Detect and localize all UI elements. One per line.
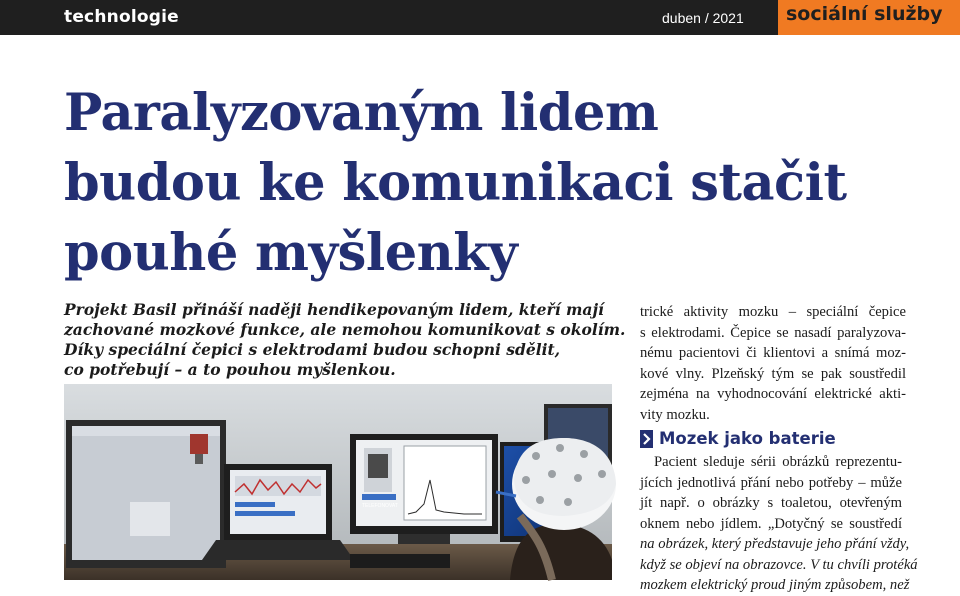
- headline-line: budou ke komunikaci stačit: [64, 153, 847, 213]
- section-label: technologie: [64, 7, 179, 27]
- photo-screen-label: TELEFONOVAT: [362, 503, 398, 509]
- article-photo: [64, 384, 612, 580]
- chevron-right-icon: [640, 430, 653, 448]
- lead-line: Projekt Basil přináší naději hendikepovaným lidem, kteří mají: [64, 300, 604, 319]
- column-line: vity mozku.: [640, 406, 710, 423]
- category-tag-label: sociální služby: [786, 3, 943, 25]
- article-subheading: [640, 429, 836, 448]
- issue-date: duben / 2021: [662, 10, 744, 26]
- article-headline: [64, 78, 924, 288]
- column2-line: oknem nebo jídlem. „Dotyčný se soustředí: [640, 515, 902, 532]
- column2-line: když se objeví na obrazovce. V tu chvíli protéká: [640, 556, 918, 573]
- lead-line: co potřebují – a to pouhou myšlenkou.: [64, 360, 396, 379]
- lead-line: zachované mozkové funkce, ale nemohou komunikovat s okolím.: [64, 320, 626, 339]
- column-line: trické aktivity mozku – speciální čepice: [640, 304, 906, 320]
- subheading-text: Mozek jako baterie: [659, 429, 836, 448]
- column-line: zejména na vyhodnocování elektrické akti-: [640, 386, 906, 402]
- column-line: s elektrodami. Čepice se nasadí paralyzova-: [640, 324, 906, 341]
- column2-line: mozkem elektrický proud jiným způsobem, než: [640, 577, 910, 593]
- column-line: kové vlny. Plzeňský tým se pak soustředil: [640, 365, 906, 382]
- category-tag: [778, 0, 960, 35]
- article-column-2: [640, 452, 918, 596]
- article-column: [640, 302, 906, 425]
- article-lead: [64, 300, 624, 380]
- column-line: nému pacientovi či klientovi a snímá moz-: [640, 345, 906, 361]
- column2-line: jít např. o obrázky s toaletou, otevřeným: [640, 495, 902, 511]
- headline-line: Paralyzovaným lidem: [64, 83, 659, 143]
- lead-line: Díky speciální čepici s elektrodami budou schopni sdělit,: [64, 340, 561, 359]
- top-bar: [0, 0, 960, 35]
- headline-line: pouhé myšlenky: [64, 223, 518, 283]
- column2-line: na obrázek, který představuje jeho přání vždy,: [640, 536, 910, 552]
- column2-line: Pacient sleduje sérii obrázků reprezentu-: [654, 454, 902, 470]
- column2-line: jících jednotlivá přání nebo potřeby – může: [640, 474, 902, 491]
